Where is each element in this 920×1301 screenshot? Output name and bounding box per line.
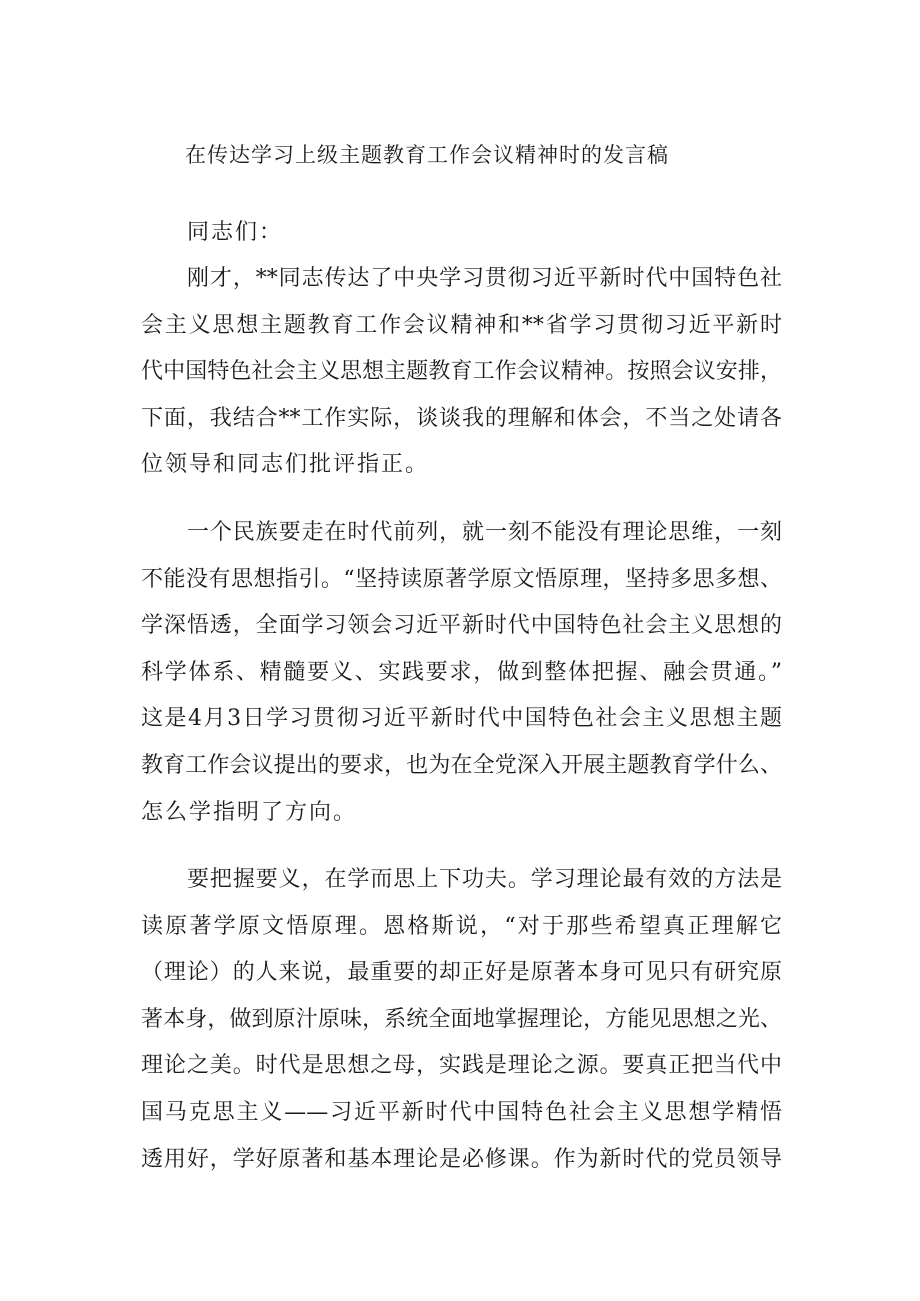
text-line: 要把握要义，在学而思上下功夫。学习理论最有效的方法是 — [187, 867, 782, 892]
text-line: 学深悟透，全面学习领会习近平新时代中国特色社会主义思想的 — [141, 613, 782, 639]
text-line: 科学体系、精髓要义、实践要求，做到整体把握、融会贯通。” — [141, 659, 782, 685]
text-line: 怎么学指明了方向。 — [141, 799, 358, 825]
text-line: 理论之美。时代是思想之母，实践是理论之源。要真正把当代中 — [141, 1053, 782, 1079]
text-line: 国马克思主义——习近平新时代中国特色社会主义思想学精悟 — [141, 1099, 782, 1125]
document-title: 在传达学习上级主题教育工作会议精神时的发言稿 — [185, 143, 669, 167]
text-line: 教育工作会议提出的要求，也为在全党深入开展主题教育学什么、 — [141, 752, 782, 778]
text-line: 读原著学原文悟原理。恩格斯说，“对于那些希望真正理解它 — [141, 913, 782, 939]
paragraph-2 — [141, 517, 782, 843]
paragraph-1 — [141, 263, 782, 496]
text-line: 刚才，**同志传达了中央学习贯彻习近平新时代中国特色社 — [187, 266, 782, 291]
greeting: 同志们： — [187, 220, 284, 245]
text-line: 代中国特色社会主义思想主题教育工作会议精神。按照会议安排， — [141, 359, 782, 385]
text-line: 不能没有思想指引。“坚持读原著学原文悟原理，坚持多思多想、 — [141, 566, 782, 592]
text-line: 透用好，学好原著和基本理论是必修课。作为新时代的党员领导 — [141, 1146, 782, 1172]
text-line: 下面，我结合**工作实际，谈谈我的理解和体会，不当之处请各 — [141, 405, 782, 431]
text-line: 一个民族要走在时代前列，就一刻不能没有理论思维，一刻 — [187, 520, 782, 545]
text-line: 会主义思想主题教育工作会议精神和**省学习贯彻习近平新时 — [141, 312, 782, 338]
text-line: （理论）的人来说，最重要的却正好是原著本身可见只有研究原 — [141, 960, 782, 986]
text-line: 这是4月3日学习贯彻习近平新时代中国特色社会主义思想主题 — [141, 706, 782, 732]
text-line: 著本身，做到原汁原味，系统全面地掌握理论，方能见思想之光、 — [141, 1006, 782, 1032]
paragraph-3 — [141, 864, 782, 1190]
text-line: 位领导和同志们批评指正。 — [141, 452, 430, 478]
